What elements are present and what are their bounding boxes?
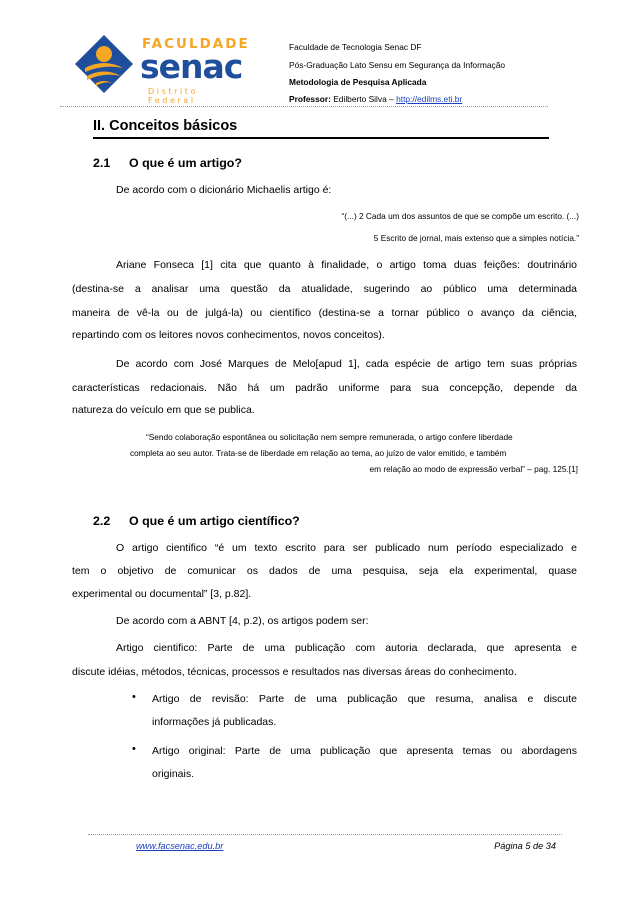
professor-name: Edilberto Silva – — [330, 94, 397, 104]
header-divider — [60, 106, 548, 107]
bullet-2-line1: Artigo original: Parte de uma publicação que apresenta temas ou abordagens — [152, 745, 577, 757]
section-title: II. Conceitos básicos — [93, 118, 238, 134]
s21-quote1-line1: “(...) 2 Cada um dos assuntos de que se compõe um escrito. (...) — [341, 211, 579, 221]
s21-quote1-line2: 5 Escrito de jornal, mais extenso que a simples notícia.” — [373, 233, 579, 243]
s21-intro: De acordo com o dicionário Michaelis artigo é: — [116, 184, 332, 196]
s21-p1-line3: maneira de vê-la ou de julgá-la) ou científico (destina-se a tornar público o avanço da ciência, — [72, 307, 577, 319]
s21-quote2-line1: “Sendo colaboração espontânea ou solicitação nem sempre remunerada, o artigo confere liberdade — [146, 432, 513, 442]
s22-p1-line1: O artigo cientifico “é um texto escrito para ser publicado num período especializado e — [116, 542, 577, 554]
subsection-2-2-number: 2.2 — [93, 514, 111, 528]
header-program: Pós-Graduação Lato Sensu em Segurança da Informação — [289, 60, 506, 70]
footer-url-link[interactable]: www.facsenac.edu.br — [136, 841, 224, 851]
bullet-2-line2: originais. — [152, 768, 195, 780]
bullet-marker: • — [132, 691, 136, 703]
logo-line1: FACULDADE — [142, 36, 250, 52]
s22-p1-line2: tem o objetivo de comunicar os dados de uma pesquisa, seja ela experimental, quase — [72, 565, 577, 577]
s22-p1-line3: experimental ou documental” [3, p.82]. — [72, 588, 252, 600]
bullet-marker: • — [132, 743, 136, 755]
s22-p2: De acordo com a ABNT [4, p.2), os artigos podem ser: — [116, 615, 369, 627]
s21-p1-line1: Ariane Fonseca [1] cita que quanto à finalidade, o artigo toma duas feições: doutrinário — [116, 259, 577, 271]
footer-page-number: Página 5 de 34 — [494, 841, 556, 851]
logo-line2: senac — [140, 47, 243, 86]
subsection-2-1-number: 2.1 — [93, 156, 111, 170]
subsection-2-2-title: O que é um artigo científico? — [129, 514, 300, 528]
bullet-1-line1: Artigo de revisão: Parte de uma publicação que resuma, analisa e discute — [152, 693, 577, 705]
s21-p2-line3: natureza do veículo em que se publica. — [72, 404, 255, 416]
footer-divider — [88, 834, 562, 835]
professor-label: Professor: — [289, 94, 331, 104]
subsection-2-1-title: O que é um artigo? — [129, 156, 242, 170]
s22-p3-line2: discute idéias, métodos, técnicas, processos e resultados nas diversas áreas do conhecimento. — [72, 666, 517, 678]
s21-p2-line2: características redacionais. Não há um padrão uniforme para sua concepção, depende da — [72, 382, 577, 394]
s21-quote2-line2: completa ao seu autor. Trata-se de liberdade em relação ao tema, ao juízo de valor emitido, e também — [130, 448, 507, 458]
header-professor — [289, 93, 462, 105]
header-institution: Faculdade de Tecnologia Senac DF — [289, 42, 422, 52]
section-title-underline — [93, 137, 549, 139]
s21-p1-line4: repartindo com os leitores novos conhecimentos, novos conceitos). — [72, 329, 385, 341]
s21-p2-line1: De acordo com José Marques de Melo[apud 1], cada espécie de artigo tem suas próprias — [116, 358, 577, 370]
s21-quote2-line3: em relação ao modo de expressão verbal” – pag. 125.[1] — [369, 464, 578, 474]
logo-line3: Distrito Federal — [148, 87, 199, 105]
header-course: Metodologia de Pesquisa Aplicada — [289, 77, 427, 87]
professor-link[interactable]: http://edilms.eti.br — [396, 94, 463, 104]
s22-p3-line1: Artigo cientifico: Parte de uma publicação com autoria declarada, que apresenta e — [116, 642, 577, 654]
s21-p1-line2: (destina-se a analisar uma questão da atualidade, sugerindo ao público uma determinada — [72, 283, 577, 295]
bullet-1-line2: informações já publicadas. — [152, 716, 277, 728]
senac-logo — [74, 34, 250, 104]
